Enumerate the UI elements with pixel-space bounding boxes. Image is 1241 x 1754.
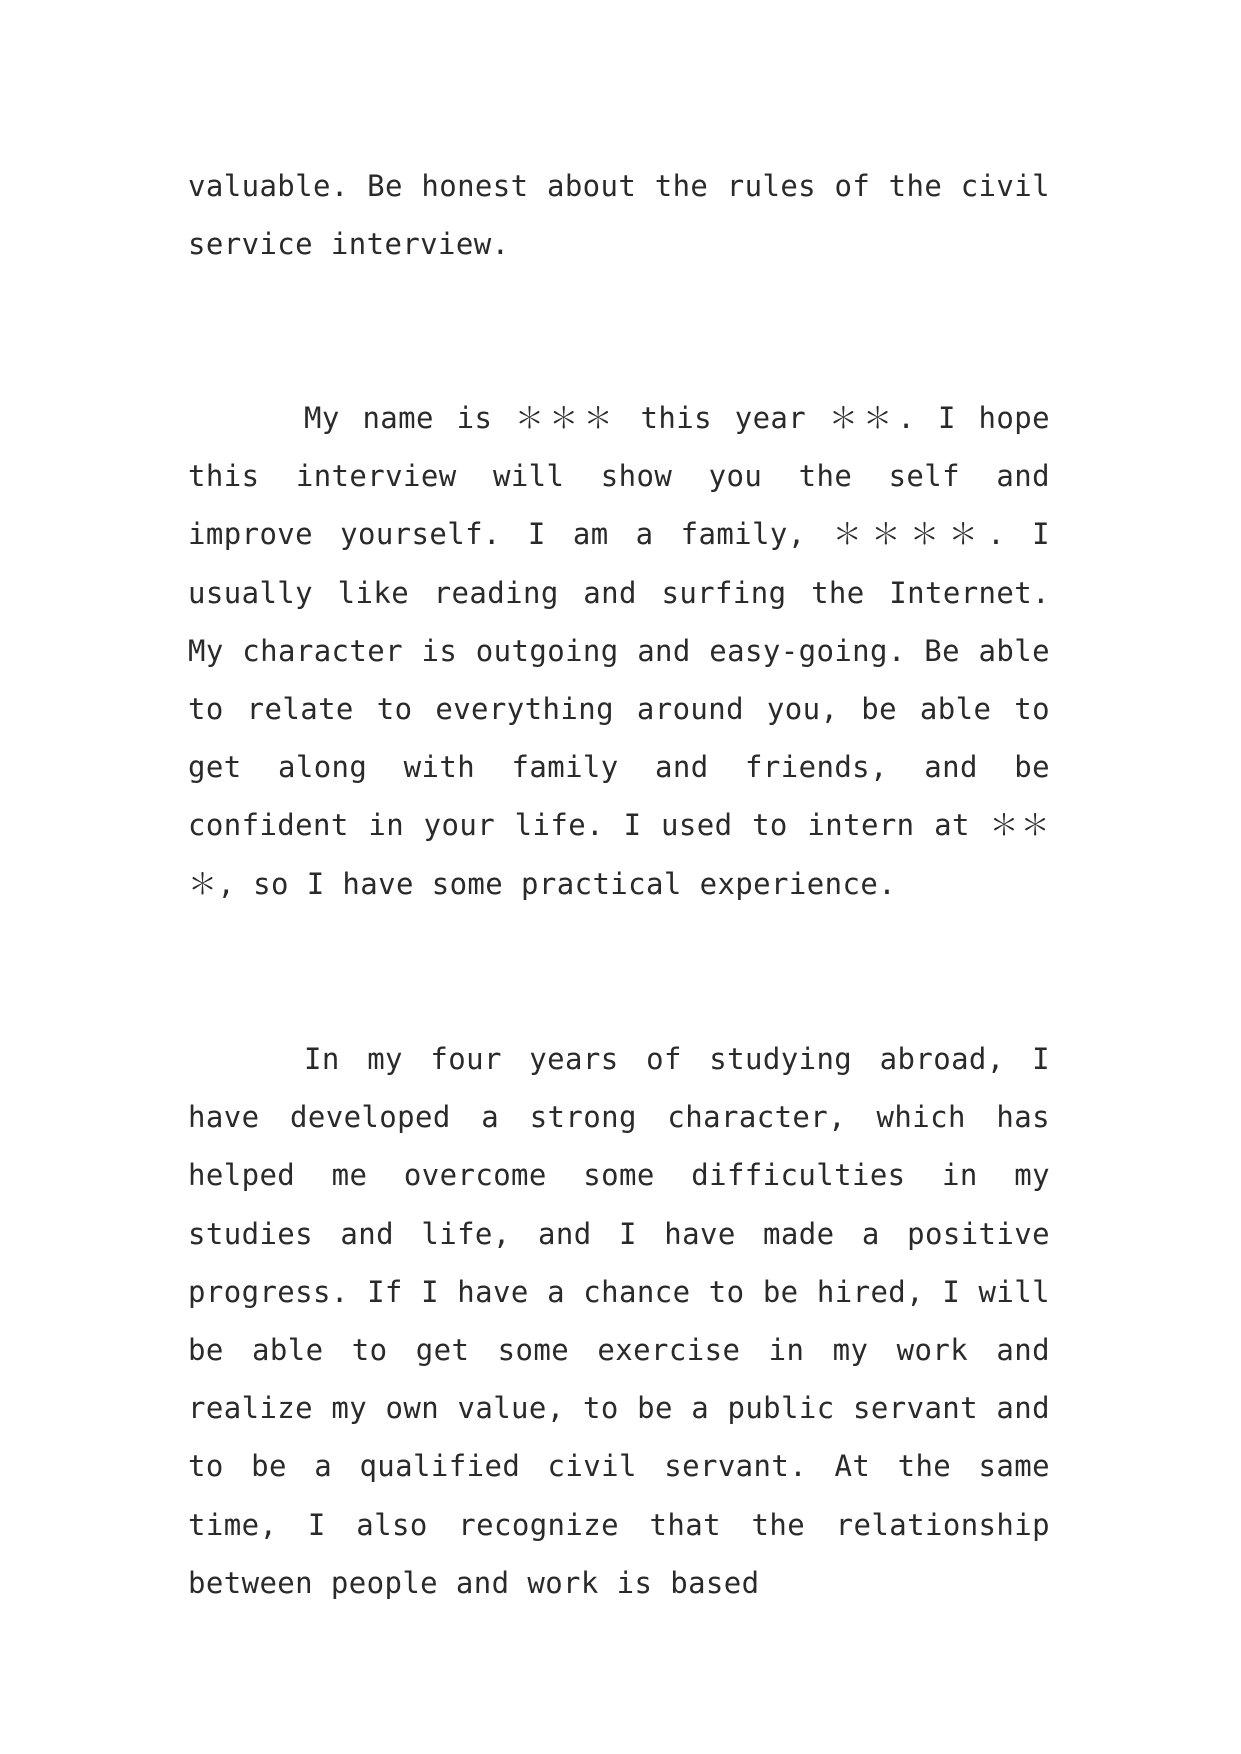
paragraph-self-introduction: My name is ＊＊＊ this year ＊＊. I hope this interview will show you the self and improve yourself. I am a family, ＊＊＊＊. I usually like reading and surfing the Internet. My character is outgoing and easy-going. Be able to relate to everything around you, be able to get along with family and friends, and be confident in your life. I used to intern at ＊＊＊, so I have some practical experience. xyxy=(188,401,1050,901)
paragraph-studying-abroad: In my four years of studying abroad, I have developed a strong character, which has helped me overcome some difficulties in my studies and life, and I have made a positive progress. If I have a chance to be hired, I will be able to get some exercise in my work and realize my own value, to be a public servant and to be a qualified civil servant. At the same time, I also recognize that the relationship between people and work is based xyxy=(188,1042,1050,1600)
paragraph-continuation: valuable. Be honest about the rules of the civil service interview. xyxy=(188,169,1050,262)
